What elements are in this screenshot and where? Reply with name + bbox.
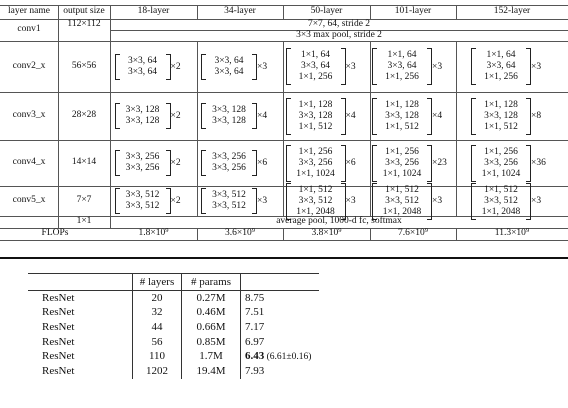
residual-block — [286, 98, 368, 135]
block-rows — [378, 98, 426, 135]
residual-block — [115, 188, 193, 214]
block-layer: 3×3, 128 — [125, 116, 160, 126]
row-layers: 56 — [133, 334, 182, 349]
flops-exp-base: ×10 — [323, 228, 339, 238]
residual-block — [372, 48, 454, 85]
block-rows — [378, 145, 426, 182]
left-bracket — [471, 183, 476, 220]
stage-name: conv4_x — [12, 157, 46, 167]
header-101-layer: 101-layer — [394, 6, 432, 16]
block-rows — [121, 150, 165, 176]
block-layer: 3×3, 128 — [484, 110, 518, 121]
left-bracket — [286, 145, 291, 182]
conv1-output: 112×112 — [67, 18, 101, 29]
block-layer: 3×3, 64 — [214, 66, 244, 77]
block-multiplier: ×36 — [531, 158, 546, 168]
row-params: 0.46M — [182, 305, 241, 320]
row-rule — [0, 92, 568, 93]
block-layer: 1×1, 2048 — [382, 206, 422, 217]
left-bracket — [115, 103, 120, 129]
block-layer: 1×1, 64 — [387, 50, 417, 60]
final-spec: average pool, 1000-d fc, softmax — [276, 216, 402, 226]
block-rows — [292, 183, 340, 220]
block-layer: 3×3, 64 — [300, 61, 331, 71]
flops-exponent: 9 — [525, 227, 530, 234]
block-rows — [207, 188, 251, 214]
block-multiplier: ×2 — [170, 111, 181, 121]
header-error — [241, 274, 320, 291]
stage-name: conv2_x — [12, 60, 46, 71]
residual-block — [115, 54, 193, 80]
block-layer: 3×3, 512 — [298, 195, 333, 206]
block-rows — [207, 103, 251, 129]
block-layer: 3×3, 128 — [212, 105, 246, 115]
block-layer: 3×3, 256 — [125, 152, 160, 162]
error-table-row — [28, 305, 319, 320]
section-divider — [0, 257, 568, 259]
row-rule — [0, 41, 568, 42]
left-bracket — [201, 188, 206, 214]
block-layer: 1×1, 512 — [298, 121, 333, 132]
residual-block — [372, 98, 454, 135]
block-layer: 3×3, 512 — [212, 201, 246, 211]
error-table-row — [28, 320, 319, 335]
block-layer: 1×1, 512 — [385, 184, 419, 195]
flops-mantissa: 3.8 — [311, 228, 324, 238]
residual-block — [471, 145, 553, 182]
conv1-name: conv1 — [17, 24, 41, 34]
conv1-spec: 7×7, 64, stride 2 — [307, 18, 371, 29]
error-table-row — [28, 290, 319, 305]
block-rows — [121, 54, 165, 80]
residual-block — [471, 98, 553, 135]
flops-exponent: 9 — [424, 227, 428, 234]
row-error — [241, 334, 320, 349]
left-bracket — [201, 150, 206, 176]
left-bracket — [372, 183, 377, 220]
block-layer: 1×1, 64 — [486, 50, 516, 60]
residual-block — [201, 188, 279, 214]
left-bracket — [471, 98, 476, 135]
block-layer: 1×1, 512 — [385, 121, 419, 132]
col-rule-body — [283, 41, 284, 216]
block-rows — [207, 150, 251, 176]
residual-block — [201, 54, 279, 80]
left-bracket — [115, 150, 120, 176]
block-multiplier: ×23 — [432, 158, 447, 168]
error-value: 6.97 — [245, 335, 265, 348]
row-error — [241, 290, 320, 305]
block-layer: 3×3, 512 — [385, 195, 419, 206]
block-layer: 3×3, 256 — [484, 157, 518, 168]
error-value: 6.43 — [245, 349, 265, 362]
error-table-row — [28, 364, 319, 379]
block-multiplier: ×3 — [345, 61, 356, 72]
block-multiplier: ×3 — [432, 196, 443, 206]
col-rule-body — [370, 41, 371, 216]
left-bracket — [115, 188, 120, 214]
residual-block — [201, 150, 279, 176]
row-method: ResNet — [42, 350, 75, 363]
block-multiplier: ×6 — [345, 158, 356, 168]
residual-block — [201, 103, 279, 129]
block-layer: 1×1, 256 — [298, 146, 333, 157]
header-layers: # layers — [133, 274, 182, 291]
block-layer: 3×3, 256 — [385, 157, 419, 168]
block-multiplier: ×3 — [432, 61, 443, 72]
block-layer: 3×3, 512 — [484, 195, 518, 206]
flops-label: FLOPs — [41, 228, 69, 238]
flops-value — [283, 228, 370, 239]
left-bracket — [286, 183, 291, 220]
block-layer: 3×3, 512 — [125, 190, 160, 200]
error-table-row — [28, 349, 319, 364]
error-table — [28, 273, 319, 379]
left-bracket — [471, 145, 476, 182]
block-layer: 1×1, 256 — [484, 146, 518, 157]
row-error — [241, 320, 320, 335]
block-layer: 1×1, 128 — [484, 99, 518, 110]
left-bracket — [372, 48, 377, 85]
block-rows — [121, 103, 165, 129]
block-layer: 3×3, 512 — [212, 190, 246, 200]
block-layer: 1×1, 128 — [298, 99, 333, 110]
block-rows — [292, 48, 340, 85]
table-bottom-rule — [0, 240, 568, 241]
block-layer: 1×1, 128 — [385, 99, 419, 110]
block-multiplier: ×3 — [531, 196, 542, 206]
block-layer: 1×1, 1024 — [296, 168, 335, 179]
row-params: 0.27M — [182, 290, 241, 305]
error-table-header — [28, 274, 319, 291]
left-bracket — [115, 54, 120, 80]
left-bracket — [471, 48, 476, 85]
block-rows — [292, 98, 340, 135]
flops-value — [370, 228, 456, 239]
residual-block — [471, 183, 553, 220]
left-bracket — [372, 98, 377, 135]
residual-block — [372, 183, 454, 220]
flops-exp-base: ×10 — [150, 228, 166, 238]
error-value: 8.75 — [245, 291, 265, 304]
block-multiplier: ×4 — [432, 111, 443, 121]
block-rows — [477, 183, 525, 220]
block-layer: 1×1, 256 — [484, 72, 518, 82]
block-layer: 3×3, 64 — [387, 61, 417, 71]
col-rule-body — [197, 41, 198, 216]
left-bracket — [286, 48, 291, 85]
header-output-size: output size — [63, 6, 105, 16]
block-layer: 3×3, 256 — [125, 163, 160, 173]
residual-block — [286, 145, 368, 182]
block-multiplier: ×4 — [345, 111, 356, 121]
block-multiplier: ×2 — [170, 61, 181, 72]
flops-mantissa: 7.6 — [398, 228, 410, 238]
block-multiplier: ×2 — [170, 196, 181, 206]
header-layer-name: layer name — [8, 6, 50, 16]
block-rows — [378, 183, 426, 220]
block-rows — [477, 98, 525, 135]
row-layers: 1202 — [133, 364, 182, 379]
block-layer: 3×3, 64 — [214, 55, 244, 66]
block-layer: 1×1, 512 — [298, 184, 333, 195]
block-multiplier: ×3 — [345, 196, 356, 206]
block-multiplier: ×3 — [257, 61, 268, 72]
row-layers: 32 — [133, 305, 182, 320]
block-layer: 3×3, 256 — [212, 152, 246, 162]
residual-block — [115, 103, 193, 129]
row-params: 0.66M — [182, 320, 241, 335]
block-rows — [121, 188, 165, 214]
flops-value — [456, 228, 568, 239]
block-layer: 1×1, 512 — [484, 184, 518, 195]
block-layer: 3×3, 128 — [385, 110, 419, 121]
row-layers: 20 — [133, 290, 182, 305]
block-multiplier: ×3 — [257, 196, 268, 206]
block-layer: 3×3, 256 — [298, 157, 333, 168]
flops-mantissa: 1.8 — [138, 228, 151, 238]
block-layer: 1×1, 256 — [298, 72, 333, 82]
row-error — [241, 364, 320, 379]
row-error — [241, 349, 320, 364]
left-bracket — [286, 98, 291, 135]
stage-output: 28×28 — [71, 110, 97, 120]
header-50-layer: 50-layer — [310, 6, 343, 16]
stage-output: 7×7 — [76, 195, 92, 205]
flops-value — [197, 228, 283, 239]
residual-block — [286, 48, 368, 85]
stage-name: conv5_x — [12, 195, 46, 205]
block-layer: 1×1, 64 — [300, 50, 331, 60]
header-params: # params — [182, 274, 241, 291]
row-method: ResNet — [42, 335, 75, 348]
flops-mantissa: 3.6 — [225, 228, 237, 238]
residual-block — [471, 48, 553, 85]
flops-mantissa: 11.3 — [494, 228, 512, 238]
error-extra: (6.61±0.16) — [264, 351, 312, 362]
row-params: 0.85M — [182, 334, 241, 349]
block-layer: 3×3, 256 — [212, 163, 246, 173]
row-method: ResNet — [42, 306, 75, 319]
flops-exponent: 9 — [338, 227, 342, 234]
block-rows — [207, 54, 251, 80]
error-value: 7.17 — [245, 321, 265, 334]
block-multiplier: ×6 — [257, 158, 268, 168]
flops-value — [110, 228, 197, 239]
block-layer: 1×1, 512 — [484, 121, 518, 132]
residual-block — [372, 145, 454, 182]
flops-exp-base: ×10 — [236, 228, 252, 238]
block-layer: 1×1, 2048 — [296, 206, 335, 217]
left-bracket — [201, 103, 206, 129]
header-method — [28, 274, 133, 291]
row-params: 19.4M — [182, 364, 241, 379]
row-method: ResNet — [42, 291, 75, 304]
block-layer: 3×3, 64 — [127, 55, 158, 66]
row-method: ResNet — [42, 365, 75, 378]
block-layer: 3×3, 128 — [298, 110, 333, 121]
col-rule-body — [456, 41, 457, 216]
flops-exp-base: ×10 — [511, 228, 526, 238]
block-layer: 3×3, 128 — [125, 105, 160, 115]
block-layer: 3×3, 64 — [127, 66, 158, 77]
final-output: 1×1 — [76, 216, 92, 226]
block-layer: 1×1, 256 — [385, 146, 419, 157]
pool-spec: 3×3 max pool, stride 2 — [296, 29, 382, 40]
error-table-row — [28, 334, 319, 349]
header-18-layer: 18-layer — [137, 6, 170, 16]
row-error — [241, 305, 320, 320]
block-layer: 1×1, 2048 — [481, 206, 521, 217]
block-layer: 3×3, 128 — [212, 116, 246, 126]
left-bracket — [201, 54, 206, 80]
block-layer: 3×3, 512 — [125, 201, 160, 211]
block-layer: 3×3, 64 — [486, 61, 516, 71]
flops-exp-base: ×10 — [409, 228, 425, 238]
header-34-layer: 34-layer — [224, 6, 256, 16]
block-rows — [378, 48, 426, 85]
block-layer: 1×1, 1024 — [382, 168, 422, 179]
error-value: 7.51 — [245, 306, 265, 319]
block-multiplier: ×3 — [531, 61, 542, 72]
header-152-layer: 152-layer — [493, 6, 531, 16]
residual-block — [115, 150, 193, 176]
error-value: 7.93 — [245, 365, 265, 378]
stage-output: 56×56 — [71, 60, 97, 71]
left-bracket — [372, 145, 377, 182]
stage-name: conv3_x — [12, 110, 46, 120]
block-rows — [477, 145, 525, 182]
residual-block — [286, 183, 368, 220]
block-layer: 1×1, 256 — [385, 72, 419, 82]
block-rows — [477, 48, 525, 85]
row-layers: 44 — [133, 320, 182, 335]
stage-output: 14×14 — [71, 157, 97, 167]
block-multiplier: ×4 — [257, 111, 268, 121]
block-rows — [292, 145, 340, 182]
block-layer: 1×1, 1024 — [481, 168, 521, 179]
row-method: ResNet — [42, 321, 75, 334]
row-rule — [0, 140, 568, 141]
row-layers: 110 — [133, 349, 182, 364]
flops-exponent: 9 — [165, 227, 169, 234]
block-multiplier: ×2 — [170, 158, 181, 168]
block-multiplier: ×8 — [531, 111, 542, 121]
flops-exponent: 9 — [251, 227, 255, 234]
row-params: 1.7M — [182, 349, 241, 364]
